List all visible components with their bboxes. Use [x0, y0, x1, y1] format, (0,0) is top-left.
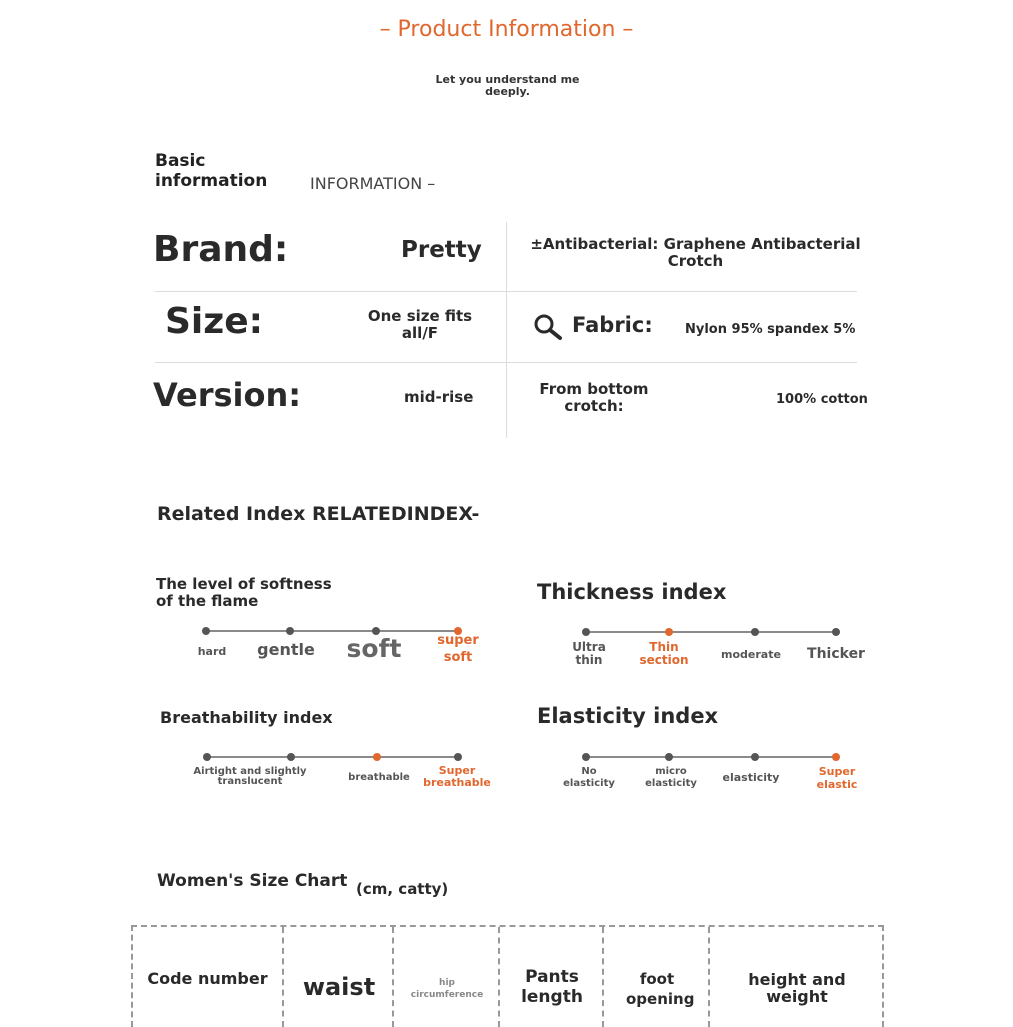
elasticity-tick-0: No elasticity	[563, 766, 615, 789]
size-chart-header-foot-opening: foot opening	[626, 970, 695, 1008]
elasticity-dot-1	[665, 753, 673, 761]
elasticity-title: Elasticity index	[537, 704, 719, 728]
size-chart-header-cell	[708, 927, 884, 1027]
version-label: Version:	[153, 376, 302, 414]
size-chart-table	[131, 925, 884, 1027]
elasticity-track	[586, 756, 836, 758]
breathability-tick-2: Super breathable	[423, 764, 491, 789]
crotch-value: 100% cotton	[776, 392, 868, 407]
size-chart-header-cell	[282, 927, 394, 1027]
breathability-track	[207, 756, 458, 758]
fabric-label: Fabric:	[572, 313, 653, 337]
brand-value: Pretty	[401, 237, 482, 263]
basic-info-heading: Basic information	[155, 151, 268, 191]
thickness-title: Thickness index	[537, 580, 727, 604]
elasticity-tick-3: Super elastic	[816, 765, 858, 791]
thickness-tick-0: Ultra thin	[572, 640, 606, 667]
breathability-tick-0: Airtight and slightly translucent	[193, 766, 307, 787]
softness-dot-1	[286, 627, 294, 635]
size-chart-header-code: Code number	[147, 969, 268, 988]
softness-track	[206, 630, 458, 632]
thickness-tick-2: moderate	[721, 648, 781, 661]
elasticity-tick-1: micro elasticity	[645, 766, 697, 789]
softness-dot-0	[202, 627, 210, 635]
version-value: mid-rise	[404, 388, 474, 406]
softness-title: The level of softness of the flame	[156, 575, 332, 610]
size-chart-header-cell	[133, 927, 282, 1027]
related-index-heading: Related Index RELATEDINDEX-	[157, 503, 480, 525]
softness-tick-3: super soft	[437, 633, 479, 665]
crotch-label: From bottom crotch:	[539, 380, 649, 415]
thickness-dot-3	[832, 628, 840, 636]
size-label: Size:	[165, 301, 264, 342]
breathability-title: Breathability index	[160, 708, 333, 727]
elasticity-tick-2: elasticity	[722, 771, 780, 784]
thickness-tick-3: Thicker	[807, 646, 865, 662]
size-chart-header-hip: hip circumference	[410, 978, 484, 1000]
softness-tick-1: gentle	[257, 640, 315, 659]
breathability-dot-2	[373, 753, 381, 761]
breathability-dot-0	[203, 753, 211, 761]
size-chart-header-cell	[392, 927, 500, 1027]
size-chart-header-pants-length: Pants length	[521, 967, 583, 1007]
softness-tick-2: soft	[346, 634, 402, 663]
column-divider	[506, 222, 507, 438]
elasticity-dot-0	[582, 753, 590, 761]
page-title: – Product Information –	[379, 17, 634, 42]
page-subtitle: Let you understand me deeply.	[435, 73, 580, 98]
fabric-value: Nylon 95% spandex 5%	[685, 322, 856, 337]
thickness-dot-0	[582, 628, 590, 636]
antibacterial-value: ±Antibacterial: Graphene Antibacterial Crotch	[530, 235, 861, 270]
magnifier-icon	[533, 313, 565, 345]
size-chart-unit: (cm, catty)	[356, 880, 449, 898]
thickness-track	[586, 631, 836, 633]
breathability-dot-3	[454, 753, 462, 761]
breathability-tick-1: breathable	[348, 772, 410, 783]
size-chart-header-waist: waist	[302, 973, 376, 1001]
softness-tick-0: hard	[197, 645, 227, 658]
size-chart-header-cell	[602, 927, 710, 1027]
basic-info-en-heading: INFORMATION –	[310, 174, 436, 193]
brand-label: Brand:	[153, 229, 289, 270]
size-value: One size fits all/F	[367, 307, 473, 342]
thickness-tick-1: Thin section	[639, 640, 689, 667]
size-chart-header-cell	[498, 927, 604, 1027]
thickness-dot-2	[751, 628, 759, 636]
elasticity-dot-2	[751, 753, 759, 761]
elasticity-dot-3	[832, 753, 840, 761]
breathability-dot-1	[287, 753, 295, 761]
size-chart-title: Women's Size Chart	[157, 871, 348, 891]
thickness-dot-1	[665, 628, 673, 636]
size-chart-header-height-weight: height and weight	[748, 970, 846, 1006]
